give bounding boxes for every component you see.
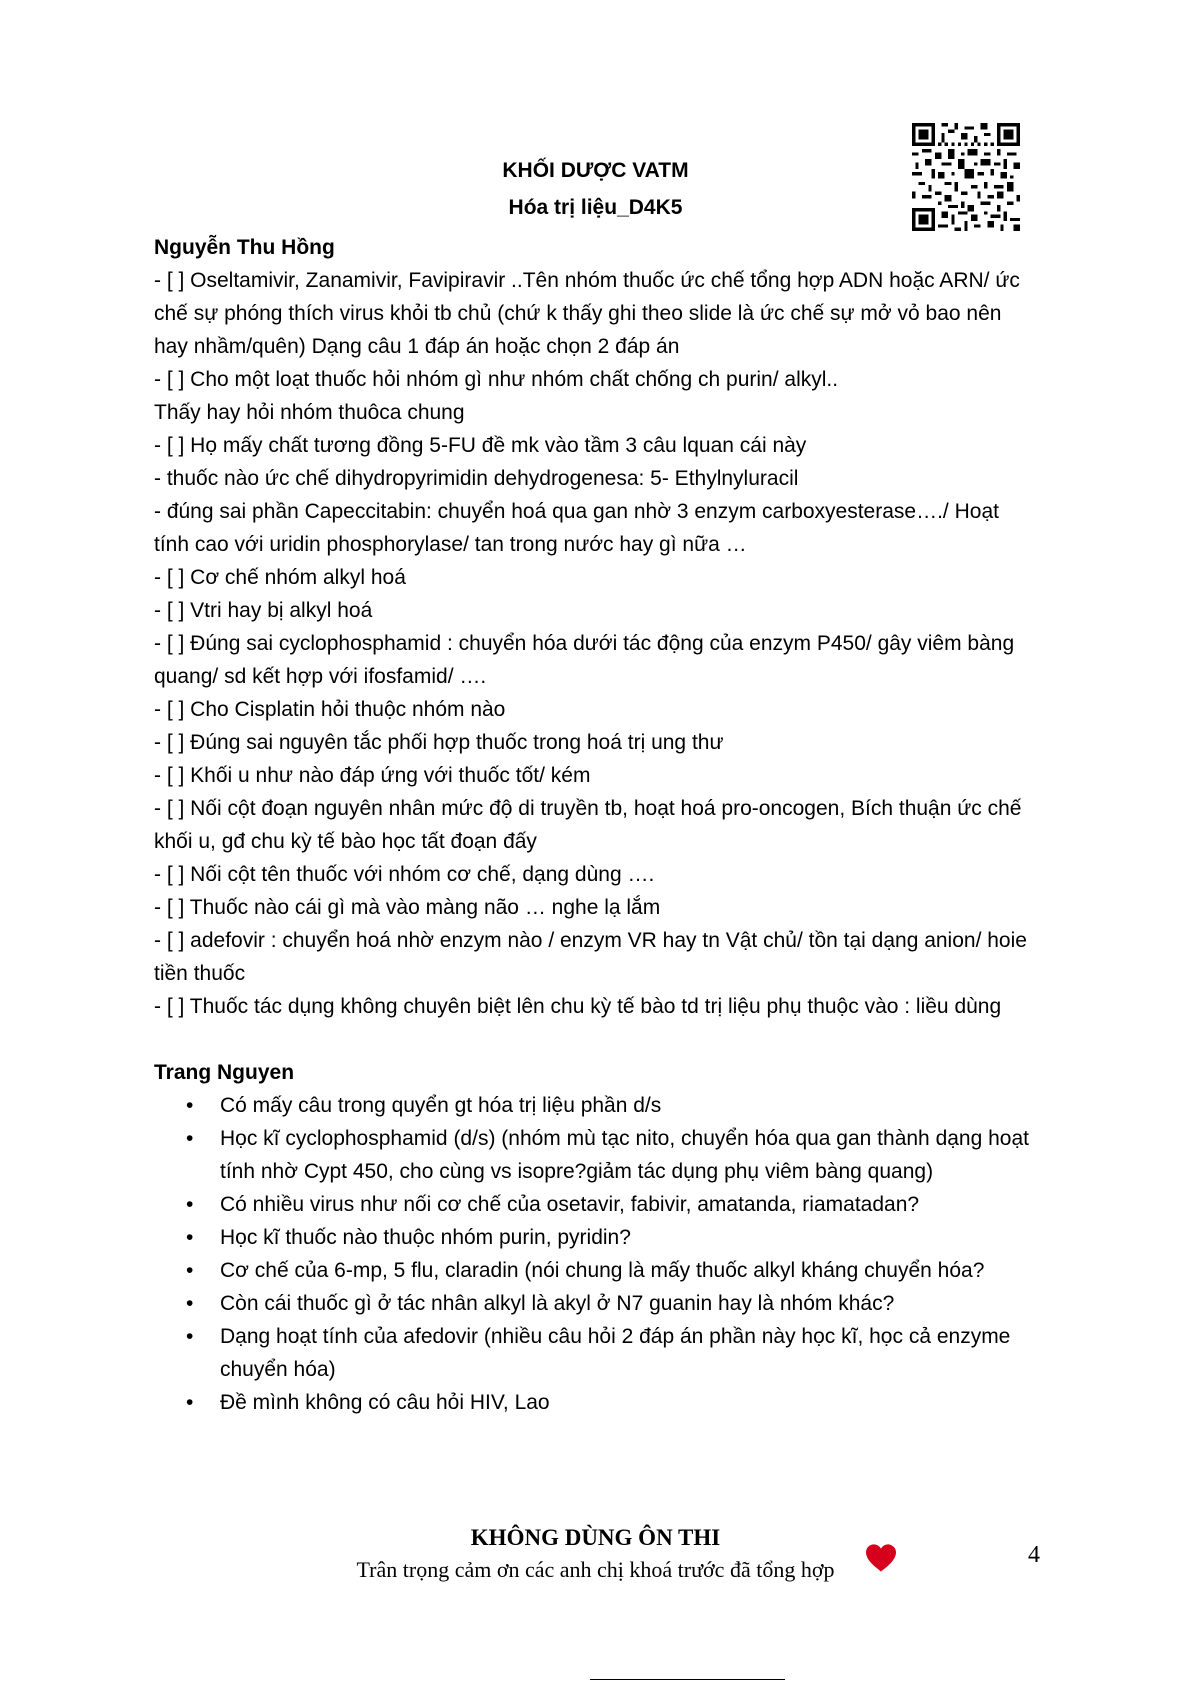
heart-shape (866, 1544, 896, 1571)
note-line: - [ ] Thuốc tác dụng không chuyên biệt lên chu kỳ tế bào td trị liệu phụ thuộc vào : liều dùng (154, 995, 1002, 1018)
list-item: • Có mấy câu trong quyển gt hóa trị liệu phần d/s (154, 1089, 1039, 1122)
note-line: - [ ] Vtri hay bị alkyl hoá (154, 599, 373, 622)
bottom-divider (590, 1679, 785, 1680)
note-line: Thấy hay hỏi nhóm thuôca chung (154, 401, 465, 424)
list-item: • Còn cái thuốc gì ở tác nhân alkyl là akyl ở N7 guanin hay là nhóm khác? (154, 1287, 1039, 1320)
note-line: - [ ] Đúng sai cyclophosphamid : chuyển hóa dưới tác động của enzym P450/ gây viêm bàng quang/ sd kết hợp với ifosfamid/ …. (154, 632, 1015, 688)
note-line: - [ ] Cho Cisplatin hỏi thuộc nhóm nào (154, 698, 506, 721)
section-author: Trang Nguyen (154, 1061, 295, 1084)
document-title: KHỐI DƯỢC VATM (502, 159, 689, 182)
note-line: - [ ] Oseltamivir, Zanamivir, Favipiravir ..Tên nhóm thuốc ức chế tổng hợp ADN hoặc ARN/ ức chế sự phóng thích virus khỏi tb chủ (chứ k thấy ghi theo slide là ức chế sự mở vỏ bao nên hay nhầm/quên) Dạng câu 1 đáp án hoặc chọn 2 đáp án (154, 269, 1020, 358)
footer-title: KHÔNG DÙNG ÔN THI (470, 1525, 721, 1550)
note-line: - [ ] Cho một loạt thuốc hỏi nhóm gì như nhóm chất chống ch purin/ alkyl.. (154, 368, 839, 391)
section-trang-nguyen (154, 1056, 1039, 1419)
page-number: 4 (1028, 1542, 1040, 1568)
document-body (154, 231, 1039, 1419)
section-spacer (154, 1023, 1039, 1056)
bullet-list (154, 1089, 1039, 1419)
note-line: - thuốc nào ức chế dihydropyrimidin dehydrogenesa: 5- Ethylnyluracil (154, 467, 799, 490)
list-item: • Học kĩ cyclophosphamid (d/s) (nhóm mù tạc nito, chuyển hóa qua gan thành dạng hoạt tính nhờ Cypt 450, cho cùng vs isopre?giảm tác dụng phụ viêm bàng quang) (154, 1122, 1039, 1188)
note-line: - [ ] Cơ chế nhóm alkyl hoá (154, 566, 406, 589)
note-line: - đúng sai phần Capeccitabin: chuyển hoá qua gan nhờ 3 enzym carboxyesterase…./ Hoạt tính cao với uridin phosphorylase/ tan trong nước hay gì nữa … (154, 500, 999, 556)
note-line: - [ ] adefovir : chuyển hoá nhờ enzym nào / enzym VR hay tn Vật chủ/ tồn tại dạng anion/ hoie tiền thuốc (154, 929, 1027, 985)
note-line: - [ ] Thuốc nào cái gì mà vào màng não … nghe lạ lắm (154, 896, 661, 919)
list-item: • Đề mình không có câu hỏi HIV, Lao (154, 1386, 1039, 1419)
section-author: Nguyễn Thu Hồng (154, 236, 335, 259)
footer-subtitle: Trân trọng cảm ơn các anh chị khoá trước đã tổng hợp (356, 1557, 835, 1582)
qr-code-icon (912, 123, 1020, 231)
note-line: - [ ] Nối cột đoạn nguyên nhân mức độ di truyền tb, hoạt hoá pro-oncogen, Bích thuận ức chế khối u, gđ chu kỳ tế bào học tất đoạn đấy (154, 797, 1022, 853)
list-item: • Dạng hoạt tính của afedovir (nhiều câu hỏi 2 đáp án phần này học kĩ, học cả enzyme chuyển hóa) (154, 1320, 1039, 1386)
list-item: • Học kĩ thuốc nào thuộc nhóm purin, pyridin? (154, 1221, 1039, 1254)
list-item: • Có nhiều virus như nối cơ chế của osetavir, fabivir, amatanda, riamatadan? (154, 1188, 1039, 1221)
note-line: - [ ] Nối cột tên thuốc với nhóm cơ chế, dạng dùng …. (154, 863, 655, 886)
list-item: • Cơ chế của 6-mp, 5 flu, claradin (nói chung là mấy thuốc alkyl kháng chuyển hóa? (154, 1254, 1039, 1287)
page-footer (0, 1522, 1191, 1586)
note-line: - [ ] Họ mấy chất tương đồng 5-FU đề mk vào tầm 3 câu lquan cái này (154, 434, 807, 457)
note-line: - [ ] Khối u như nào đáp ứng với thuốc tốt/ kém (154, 764, 591, 787)
document-subtitle: Hóa trị liệu_D4K5 (508, 196, 683, 219)
heart-icon (866, 1544, 896, 1572)
section-nguyen-thu-hong (154, 231, 1039, 1023)
note-line: - [ ] Đúng sai nguyên tắc phối hợp thuốc trong hoá trị ung thư (154, 731, 724, 754)
